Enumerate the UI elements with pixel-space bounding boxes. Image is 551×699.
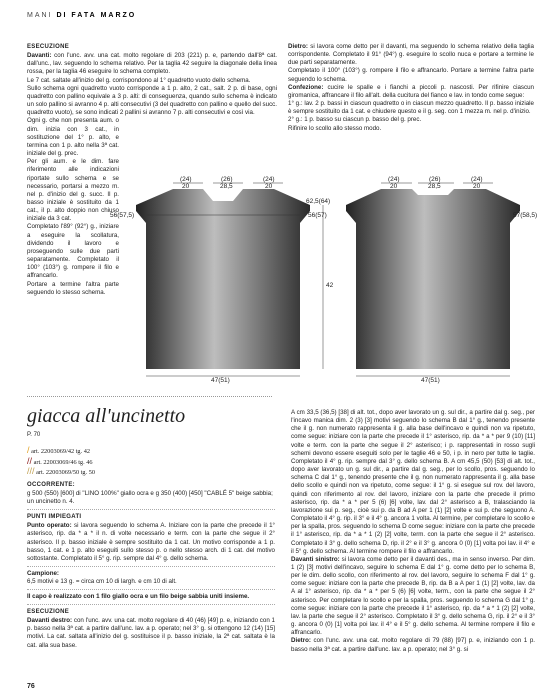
header-prefix: MANI	[27, 12, 53, 19]
divider	[27, 589, 275, 590]
back-piece	[346, 189, 520, 369]
bold-lead: Dietro:	[291, 637, 311, 645]
dim-bottom-right: 47(51)	[421, 377, 440, 384]
article-line	[27, 446, 95, 457]
paragraph: un uncinetto n. 4.	[27, 498, 75, 506]
paragraph: 6,5 motivi e 13 g. = circa cm 10 di largh. e cm 10 di alt.	[27, 577, 177, 585]
paragraph: Sullo schema ogni quadretto vuoto corrisponde a 1 p. alto, 2 cat., salt. 2 p. di base, ogni quadretto con pallino equivale a 3 p. alti: di conseguenza, quando sullo schema è indicato un solo pallino si avranno 4 p. alti consecutivi (3 del quadretto con pallino e quello del succ. quadretto vuoto), se sono indicati 2 pallini si avranno 7 p. alti consecutivi e così via.	[27, 84, 277, 117]
size-mark: //	[27, 455, 33, 466]
page-header	[27, 12, 136, 19]
dim-right-side: 57(58,5)	[513, 212, 538, 219]
article-code: art. 22003069/42 tg. 42	[29, 448, 91, 455]
size-mark: /	[27, 445, 30, 455]
pattern-schematic	[110, 176, 538, 384]
article-title: giacca all'uncinetto	[27, 405, 186, 427]
header-mid: DI FATA	[56, 12, 97, 19]
article-code: art. 22003069/46 tg. 46	[32, 458, 93, 466]
paragraph	[288, 84, 534, 100]
divider	[27, 604, 275, 605]
header-month: MARZO	[100, 12, 137, 19]
text: si lavora come detto per il davanti des., ma in senso inverso. Per dim. 1 (2) [3] motivi dell'incavo, seguire lo schema E dal 1° g. come detto per lo schema B, per le dim. dello scollo, con riferimento al rov. del lavoro, seguire lo schema F dal 1° g. come segue: iniziare con la parte che precede B, rip. da B a A per 1 (1) [2] volte, lav. da A al 1° asterisco, rip. da * a * per 5 (6) [6] volte, term., con la parte che segue il 2° asterisco. Per completare lo scollo e per la spalla, pros. seguendo lo schema G dal 1° g. come segue: iniziare con la parte che precede il 1° asterisco, rip. da * a * 1 (2) [2] volte, lav. la parte che segue il 2° asterisco. Completato il 3° g. dello schema G, rip. il 2° e il 3° g. ancora 0 (0) [1] volta poi lav. il 4° e il 5° g. dello schema. Al termine rompere il filo e affrancarlo.	[291, 555, 535, 637]
dim-top2-right-b: 20	[473, 183, 481, 190]
bold-lead: Davanti:	[27, 52, 52, 60]
divider	[27, 509, 275, 510]
dim-top2-left-b: 20	[390, 183, 398, 190]
text: si lavora come detto per il davanti, ma seguendo lo schema relativo della taglia corrispondente. Completato il 91° (94°) g. eseguire lo scollo nuca e portare a termine le due parti separatamente.	[288, 43, 534, 67]
paragraph	[291, 556, 535, 638]
paragraph	[291, 637, 535, 653]
note: Il capo è realizzato con 1 filo giallo ocra e un filo beige sabbia uniti insieme.	[27, 593, 250, 601]
paragraph: Completato l'89° (92°) g., iniziare a eseguire la scollatura, dividendo il lavoro e proseguendo sulle due parti separatamente. Completato il 100° (103°) g. rompere il filo e affrancarlo.	[27, 223, 119, 280]
paragraph	[27, 617, 275, 649]
paragraph: g 500 (550) [600] di "LINO 100%" giallo ocra e g 350 (400) [450] "CABLÉ 5" beige sabbia;	[27, 490, 273, 498]
dim-top-mid-b: 28,5	[220, 183, 233, 190]
section-heading: PUNTI IMPIEGATI	[27, 514, 82, 521]
page-number: 76	[27, 683, 35, 690]
dim-top-right: (24)	[263, 176, 275, 183]
size-mark: ///	[27, 466, 35, 476]
section-heading: OCCORRENTE:	[27, 482, 75, 488]
dim-top2-mid: (26)	[429, 176, 441, 183]
materials-section	[27, 481, 275, 650]
paragraph	[27, 52, 277, 76]
paragraph: Per gli aum. e le dim. fare riferimento alle indicazioni riportate sullo schema e se necessario, portarsi a mezzo m. nel p. d'inizio del g. succ. Il p. basso iniziale è sostituito da 1 cat., il p. alto doppio non chiuso iniziale da 3 cat.	[27, 158, 119, 223]
bold-lead: Davanti destro:	[27, 617, 73, 625]
paragraph: 2° g.: 1 p. basso su ciascun p. basso del g. prec.	[288, 116, 422, 124]
paragraph	[27, 522, 275, 562]
text: cucire le spalle e i fianchi a piccoli p. nascosti. Per rifinire ciascun giromanica, affrancare il filo all'alt. della cucitura del fianco e lav. in tondo come segue:	[288, 83, 534, 99]
dim-top-mid: (26)	[221, 176, 233, 183]
dim-mid-side: 56(57)	[308, 212, 327, 219]
article-line	[27, 467, 95, 478]
bold-lead: Davanti sinistro:	[291, 555, 340, 563]
text: con l'unc. avv. una cat. molto regolare di 40 (46) [49] p. e, iniziando con 1 p. basso nella 3ª cat. a partire dall'unc. lav. a p. operato; nel 3° g. si ottengono 12 (14) [15] motivi. La cat. saltata all'inizio del g. sostituisce il p. basso iniziale, la 2ª cat. saltata è la cat. alla sua base.	[27, 617, 275, 649]
section-heading: Campione:	[27, 569, 59, 577]
section-heading: ESECUZIONE	[27, 609, 70, 616]
front-piece	[136, 189, 310, 369]
dim-top-left-b: 20	[182, 183, 190, 190]
article-codes	[27, 446, 95, 478]
bold-lead: Dietro:	[288, 43, 308, 50]
article-code: art. 22003069/50 tg. 50	[34, 469, 96, 476]
column-2	[288, 43, 534, 133]
bold-lead: Punto operato:	[27, 522, 72, 530]
text: con l'unc. avv. una cat. molto regolare di 79 (88) [97] p. e, iniziando con 1 p. basso nella 3ª cat. a partire dall'unc. lav. a p. operato; nel 3° g. si	[291, 637, 535, 653]
paragraph: Le 7 cat. saltate all'inizio del g. corrispondono al 1° quadretto vuoto dello schema.	[27, 76, 251, 84]
divider	[27, 566, 275, 567]
text: con l'unc. avv. una cat. molto regolare di 203 (221) p. e, partendo dall'8ª cat. dall'unc., lav. seguendo lo schema relativo. Per la taglia 42 seguire la diagonale della linea rossa, per la taglia 46 eseguire lo schema completo.	[27, 52, 277, 76]
page-reference: P. 70	[27, 432, 41, 438]
paragraph	[288, 43, 534, 67]
section-divider	[27, 396, 272, 397]
dim-top-left: (24)	[180, 176, 192, 183]
dim-top-right-b: 20	[265, 183, 273, 190]
dim-height: 42	[326, 282, 334, 289]
paragraph: 1° g.: lav. 2 p. bassi in ciascun quadretto o in ciascun mezzo quadretto. Il p. basso iniziale è sempre sostituito da 1 cat. e chiudere questo e il g. seg. con 1 mezza m. nel p. d'inizio.	[288, 100, 534, 116]
dim-top2-mid-b: 28,5	[428, 183, 441, 190]
text: si lavora seguendo lo schema A. Iniziare con la parte che precede il 1° asterisco, rip. da * a * il n. di volte necessario e term. con la parte che segue il 2° asterisco. Il p. basso iniziale è sempre sostituito da 1 cat. Un motivo corrisponde a 1 p. basso, 1 cat. e 1 p. alto eseguiti sullo stesso p. o nello stesso arch. di 1 cat. del motivo sottostante. Completato il 5° g. rip. sempre dal 4° g. dello schema.	[27, 522, 275, 562]
article-line	[27, 457, 95, 468]
paragraph: A cm 33,5 (36,5) [38] di alt. tot., dopo aver lavorato un g. sul dir., a partire dal g. seg., per l'incavo manica dim. 2 (3) [3] motivi seguendo lo schema B dal 1° g., tenendo presente che il g. non numerato rappresenta il g. alla base dell'incavo e quindi non va ripetuto, come segue: iniziare con la parte che precede il 1° asterisco, rip. da * a * per 9 (10) [11] volte e term. con la parte che segue il 2° asterisco; i p. rappresentati in rosso sugli schemi devono essere eseguiti solo per le taglie 46 e 50, i p. in nero per tutte le taglie. Completato il 4° g. rip. sempre dal 3° g. dello schema B. A cm 45,5 (50) [53] di alt. tot., dopo aver lavorato un g. sul dir., a partire dal g. seg., per lo scollo, pros. seguendo lo schema C dal 1° g., tenendo presente che il g. non numerato rappresenta il g. alla base dello scollo e quindi non va ripetuto, come segue: il 1° g. si esegue sul rov. del lavoro, quindi con riferimento al rov. del lavoro, iniziare con la parte che precede il primo asterisco, rip. da * a * per 5 (6) [6] volte, lav. dal 2° asterisco a B, tralasciando la lavorazione sui p. seg., cioè sui p. da B ad A per 1 (1) [2] volte e sui p. che seguono A. Completato il 4° g. rip. il 3° e il 4° g. ancora 1 volta. Al termine, per completare lo scollo e per la spalla, pros. seguendo lo schema D come segue: iniziare con la parte che precede il 1° asterisco, rip. da * a * 1 (2) [2] volte, term. con la parte che segue il 2° asterisco. Completato il 3° g. dello schema D, rip. il 2° e il 3° g. ancora 0 (0) [1] volta poi lav. il 4° e il 5° g. dello schema. Al termine rompere il filo e affrancarlo.	[291, 409, 535, 555]
dim-top2-right: (24)	[471, 176, 483, 183]
section-heading: ESECUZIONE	[27, 44, 70, 50]
paragraph: Rifinire lo scollo allo stesso modo.	[288, 124, 382, 132]
paragraph: Portare a termine l'altra parte seguendo lo stesso schema.	[27, 280, 119, 296]
dim-left-side: 56(57,5)	[110, 212, 135, 219]
paragraph: Ogni g. che non presenta aum. o dim. inizia con 3 cat., in sostituzione del 1° p. alto, e termina con 1 p. alto nella 3ª cat. iniziale del g. prec.	[27, 117, 119, 158]
bold-lead: Confezione:	[288, 83, 324, 91]
paragraph: Completato il 100° (103°) g. rompere il filo e affrancarlo. Portare a termine l'altra parte seguendo lo schema.	[288, 67, 534, 83]
dim-bottom-left: 47(51)	[211, 377, 230, 384]
dim-width-total: 62,5(64)	[306, 198, 331, 205]
dim-top2-left: (24)	[388, 176, 400, 183]
column-4	[291, 409, 535, 654]
